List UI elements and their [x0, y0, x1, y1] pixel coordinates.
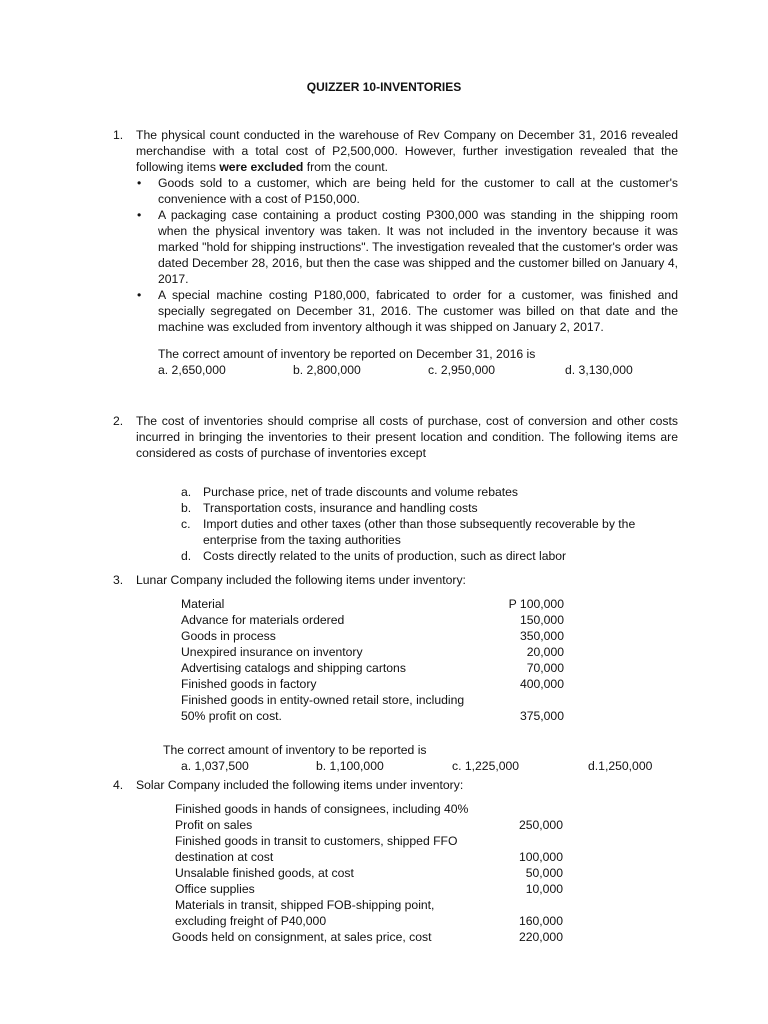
table-row: Finished goods in hands of consignees, including 40%: [175, 802, 469, 816]
table-row: Finished goods in transit to customers, shipped FFO: [175, 834, 458, 848]
choice-c: c. 1,225,000: [452, 759, 520, 773]
question-2: [113, 413, 678, 564]
bullet-icon: •: [137, 288, 142, 302]
list-item: b. Transportation costs, insurance and handling costs: [181, 501, 478, 515]
table-row: Material P 100,000: [181, 597, 564, 611]
question-prompt: The correct amount of inventory to be reported is: [163, 743, 427, 757]
question-4: [113, 777, 678, 945]
table-row: Advance for materials ordered 150,000: [181, 613, 564, 627]
choice-b: b. 1,100,000: [316, 759, 384, 773]
table-row: Unexpired insurance on inventory 20,000: [181, 645, 564, 659]
list-item: c. Import duties and other taxes (other than those subsequently recoverable by the enterprise from the taxing authorities: [181, 517, 636, 547]
list-item: • A packaging case containing a product costing P300,000 was standing in the shipping room when the physical inventory was taken. It was not included in the inventory because it was marked "hold for shipping instructions". The investigation revealed that the customer's order was dated December 28, 2016, but then the case was shipped and the customer billed on January 4, 2017.: [137, 208, 678, 286]
question-text: The cost of inventories should comprise all costs of purchase, cost of conversion and other costs incurred in bringing the inventories to their present location and condition. The following items are considered as costs of purchase of inventories except: [136, 414, 678, 460]
question-number: 1.: [113, 128, 124, 142]
choice-d: d. 3,130,000: [565, 363, 633, 377]
bullet-icon: •: [137, 176, 142, 190]
choice-d: d.1,250,000: [588, 759, 653, 773]
table-row: Unsalable finished goods, at cost 50,000: [175, 866, 563, 880]
table-row: Finished goods in factory 400,000: [181, 677, 564, 691]
question-number: 2.: [113, 414, 124, 428]
bullet-icon: •: [137, 208, 142, 222]
question-prompt: The correct amount of inventory be reported on December 31, 2016 is: [158, 347, 536, 361]
inventory-list: [172, 801, 563, 945]
choice-c: c. 2,950,000: [428, 363, 496, 377]
choice-a: a. 2,650,000: [158, 363, 226, 377]
bullet-list: [137, 175, 678, 335]
question-1: [113, 127, 678, 378]
question-number: 4.: [113, 778, 124, 792]
table-row: Office supplies 10,000: [175, 882, 563, 896]
emphasis-text: were excluded: [219, 160, 304, 174]
page-title: QUIZZER 10-INVENTORIES: [306, 80, 462, 94]
option-list: [113, 484, 678, 564]
answer-choices: [158, 362, 678, 378]
question-3: [113, 572, 678, 774]
list-item: • A special machine costing P180,000, fabricated to order for a customer, was finished and specially segregated on December 31, 2016. The customer was billed on that date and the machine was excluded from inventory although it was shipped on January 2, 2017.: [137, 288, 678, 334]
choice-a: a. 1,037,500: [181, 759, 249, 773]
table-row: Goods held on consignment, at sales price, cost 220,000: [172, 930, 563, 944]
table-row: Advertising catalogs and shipping cartons 70,000: [181, 661, 564, 675]
question-text: The physical count conducted in the warehouse of Rev Company on December 31, 2016 revealed merchandise with a total cost of P2,500,000. However, further investigation revealed that the following items were excluded from the count.: [136, 128, 678, 174]
table-row: Finished goods in entity-owned retail store, including: [181, 693, 465, 707]
table-row: excluding freight of P40,000 160,000: [175, 914, 563, 928]
table-row: 50% profit on cost. 375,000: [181, 709, 564, 723]
choice-b: b. 2,800,000: [293, 363, 361, 377]
table-row: Profit on sales 250,000: [175, 818, 563, 832]
question-text: Solar Company included the following items under inventory:: [136, 778, 464, 792]
answer-choices: [158, 758, 678, 774]
table-row: destination at cost 100,000: [175, 850, 563, 864]
table-row: Materials in transit, shipped FOB-shipping point,: [175, 898, 435, 912]
list-item: • Goods sold to a customer, which are being held for the customer to call at the customer's convenience with a cost of P150,000.: [137, 176, 678, 206]
question-number: 3.: [113, 573, 124, 587]
list-item: d. Costs directly related to the units of production, such as direct labor: [181, 549, 567, 563]
inventory-list: [181, 596, 564, 724]
list-item: a. Purchase price, net of trade discounts and volume rebates: [181, 485, 519, 499]
table-row: Goods in process 350,000: [181, 629, 564, 643]
question-text: Lunar Company included the following items under inventory:: [136, 573, 466, 587]
